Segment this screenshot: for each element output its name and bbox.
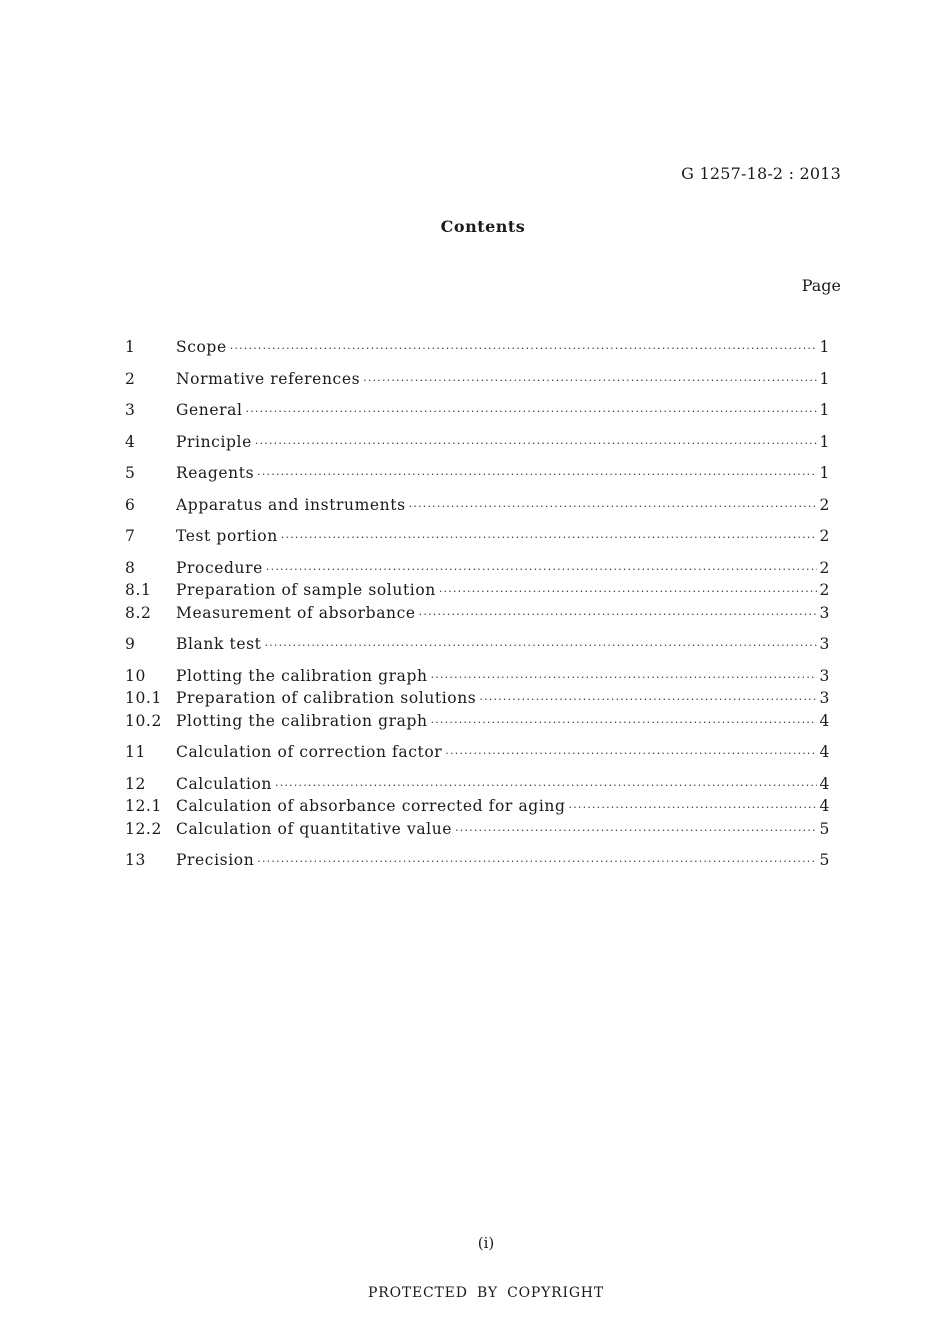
toc-entry-number: 4 — [125, 432, 136, 451]
dot-leader — [255, 433, 817, 456]
toc-entry-number: 10 — [125, 666, 146, 685]
toc-entry-page: 4 — [819, 774, 830, 793]
toc-entry-number: 1 — [125, 338, 136, 356]
dot-leader — [266, 559, 817, 582]
dot-leader — [409, 496, 817, 519]
document-number: G 1257-18-2 : 2013 — [681, 164, 841, 183]
toc-entry[interactable] — [125, 336, 830, 359]
toc-entry-page: 4 — [819, 743, 830, 761]
toc-entry[interactable] — [125, 741, 830, 764]
toc-entry-number: 9 — [125, 635, 136, 653]
toc-entry-number: 12 — [125, 774, 146, 793]
toc-entry-title: Calculation of quantitative value — [176, 819, 453, 838]
toc-entry[interactable] — [125, 710, 830, 733]
toc-entry[interactable] — [125, 795, 830, 818]
toc-entry-page: 2 — [819, 495, 830, 514]
toc-entry-title: Scope — [176, 338, 227, 356]
toc-entry-number: 11 — [125, 743, 146, 761]
toc-entry-page: 1 — [819, 338, 830, 356]
toc-entry-title: Procedure — [176, 558, 263, 577]
page-number: (i) — [477, 1234, 495, 1252]
toc-entry-number: 8.2 — [125, 603, 152, 622]
toc-entry-number: 5 — [125, 464, 136, 482]
dot-leader — [439, 581, 817, 604]
dot-leader — [230, 338, 817, 361]
toc-entry-page: 1 — [819, 401, 830, 419]
toc-entry-number: 8.1 — [125, 581, 152, 599]
toc-entry-number: 10.2 — [125, 711, 162, 730]
toc-entry[interactable] — [125, 773, 830, 796]
toc-entry-page: 3 — [819, 603, 830, 622]
toc-entry[interactable] — [125, 462, 830, 485]
toc-entry[interactable] — [125, 579, 830, 602]
toc-entry[interactable] — [125, 665, 830, 688]
toc-entry-page: 2 — [819, 558, 830, 577]
toc-entry[interactable] — [125, 602, 830, 625]
dot-leader — [479, 689, 816, 712]
dot-leader — [257, 464, 816, 487]
toc-entry-title: Principle — [176, 432, 252, 451]
toc-entry-title: Precision — [176, 851, 255, 869]
toc-entry-title: Plotting the calibration graph — [176, 666, 428, 685]
toc-entry-number: 10.1 — [125, 689, 162, 707]
toc-entry-number: 2 — [125, 369, 136, 388]
toc-entry-number: 6 — [125, 495, 136, 514]
toc-entry-page: 2 — [819, 527, 830, 545]
dot-leader — [275, 775, 817, 798]
toc-entry-number: 3 — [125, 401, 136, 419]
toc-entry[interactable] — [125, 557, 830, 580]
toc-entry-page: 4 — [819, 797, 830, 815]
toc-entry[interactable] — [125, 399, 830, 422]
copyright-notice: PROTECTED BY COPYRIGHT — [368, 1285, 604, 1301]
toc-entry-title: Test portion — [176, 527, 278, 545]
toc-entry[interactable] — [125, 849, 830, 872]
dot-leader — [431, 667, 817, 690]
toc-entry[interactable] — [125, 494, 830, 517]
table-of-contents — [125, 336, 830, 872]
toc-entry-title: General — [176, 401, 243, 419]
dot-leader — [431, 712, 817, 735]
toc-entry[interactable] — [125, 431, 830, 454]
toc-entry-title: Preparation of calibration solutions — [176, 689, 477, 707]
toc-entry-title: Calculation — [176, 774, 273, 793]
dot-leader — [569, 797, 817, 820]
toc-entry[interactable] — [125, 368, 830, 391]
dot-leader — [257, 851, 816, 874]
toc-entry-number: 8 — [125, 558, 136, 577]
toc-entry-title: Calculation of absorbance corrected for aging — [176, 797, 566, 815]
toc-entry-title: Apparatus and instruments — [176, 495, 406, 514]
toc-entry-page: 3 — [819, 635, 830, 653]
toc-entry-title: Preparation of sample solution — [176, 581, 436, 599]
toc-entry-page: 5 — [819, 851, 830, 869]
toc-entry-page: 2 — [819, 581, 830, 599]
dot-leader — [246, 401, 817, 424]
toc-entry-page: 5 — [819, 819, 830, 838]
toc-entry-title: Normative references — [176, 369, 361, 388]
toc-entry[interactable] — [125, 818, 830, 841]
toc-entry-number: 7 — [125, 527, 136, 545]
toc-entry-title: Measurement of absorbance — [176, 603, 416, 622]
toc-entry-title: Calculation of correction factor — [176, 743, 443, 761]
dot-leader — [455, 820, 816, 843]
toc-entry-number: 12.1 — [125, 797, 162, 815]
toc-entry-title: Reagents — [176, 464, 255, 482]
toc-entry-page: 3 — [819, 689, 830, 707]
toc-entry[interactable] — [125, 687, 830, 710]
toc-entry[interactable] — [125, 525, 830, 548]
contents-heading: Contents — [440, 217, 526, 236]
toc-entry-page: 3 — [819, 666, 830, 685]
toc-entry-page: 4 — [819, 711, 830, 730]
toc-entry-number: 13 — [125, 851, 146, 869]
toc-entry-page: 1 — [819, 464, 830, 482]
dot-leader — [363, 370, 816, 393]
toc-entry-page: 1 — [819, 369, 830, 388]
toc-entry-title: Plotting the calibration graph — [176, 711, 428, 730]
toc-entry-title: Blank test — [176, 635, 262, 653]
page-column-label: Page — [801, 276, 841, 295]
toc-entry-number: 12.2 — [125, 819, 162, 838]
dot-leader — [264, 635, 816, 658]
dot-leader — [445, 743, 816, 766]
dot-leader — [419, 604, 817, 627]
toc-entry-page: 1 — [819, 432, 830, 451]
dot-leader — [281, 527, 817, 550]
toc-entry[interactable] — [125, 633, 830, 656]
